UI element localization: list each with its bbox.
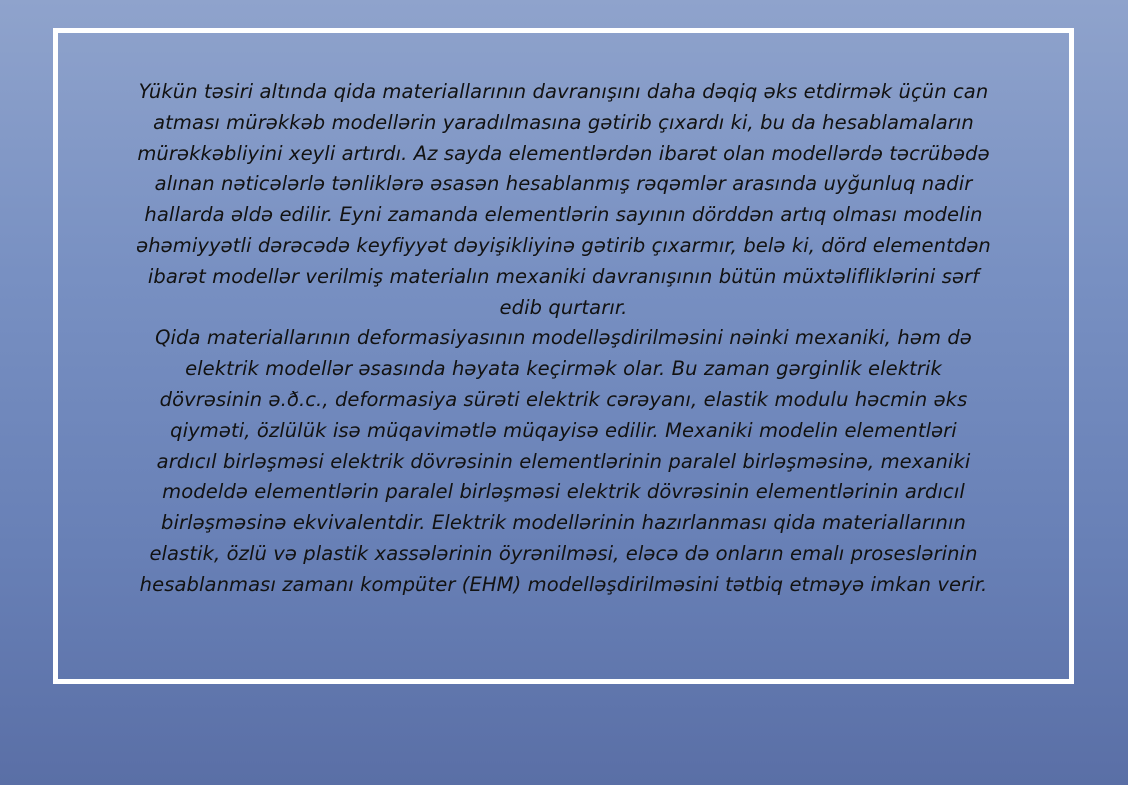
text-line: ardıcıl birləşməsi elektrik dövrəsinin elementlərinin paralel birləşməsinə, mexaniki bbox=[156, 449, 971, 473]
text-line: qiyməti, özlülük isə müqavimətlə müqayisə edilir. Mexaniki modelin elementləri bbox=[170, 418, 957, 442]
text-line: elastik, özlü və plastik xassələrinin öyrənilməsi, eləcə də onların emalı proseslərinin bbox=[149, 541, 978, 565]
text-line: edib qurtarır. bbox=[499, 295, 628, 319]
text-line: ibarət modellər verilmiş materialın mexaniki davranışının bütün müxtəlifliklərini sərf bbox=[147, 264, 980, 288]
text-line: hallarda əldə edilir. Eyni zamanda elementlərin sayının dörddən artıq olması modelin bbox=[144, 203, 983, 227]
text-line: Yükün təsiri altında qida materiallarının davranışını daha dəqiq əks etdirmək üçün can bbox=[138, 80, 989, 103]
text-line: alınan nəticələrlə tənliklərə əsasən hesablanmış rəqəmlər arasında uyğunluq nadir bbox=[154, 172, 973, 196]
text-line: elektrik modellər əsasında həyata keçirmək olar. Bu zaman gərginlik elektrik bbox=[185, 357, 942, 381]
text-line: atması mürəkkəb modellərin yaradılmasına gətirib çıxardı ki, bu da hesablamaların bbox=[153, 110, 974, 134]
text-line: əhəmiyyətli dərəcədə keyfiyyət dəyişikliyinə gətirib çıxarmır, belə ki, dörd elementdən bbox=[136, 233, 991, 257]
body-text bbox=[58, 77, 1069, 601]
text-frame bbox=[53, 28, 1074, 684]
text-line: Qida materiallarının deformasiyasının modelləşdirilməsini nəinki mexaniki, həm də bbox=[155, 326, 972, 350]
text-line: dövrəsinin ə.ð.c., deformasiya sürəti elektrik cərəyanı, elastik modulu həcmin əks bbox=[159, 387, 968, 411]
text-line: modeldə elementlərin paralel birləşməsi elektrik dövrəsinin elementlərinin ardıcıl bbox=[162, 480, 965, 504]
text-line: mürəkkəbliyini xeyli artırdı. Az sayda elementlərdən ibarət olan modellərdə təcrübədə bbox=[137, 141, 990, 165]
text-line: hesablanması zamanı kompüter (EHM) modelləşdirilməsini tətbiq etməyə imkan verir. bbox=[139, 572, 988, 596]
text-line: birləşməsinə ekvivalentdir. Elektrik modellərinin hazırlanması qida materiallarının bbox=[161, 511, 966, 535]
